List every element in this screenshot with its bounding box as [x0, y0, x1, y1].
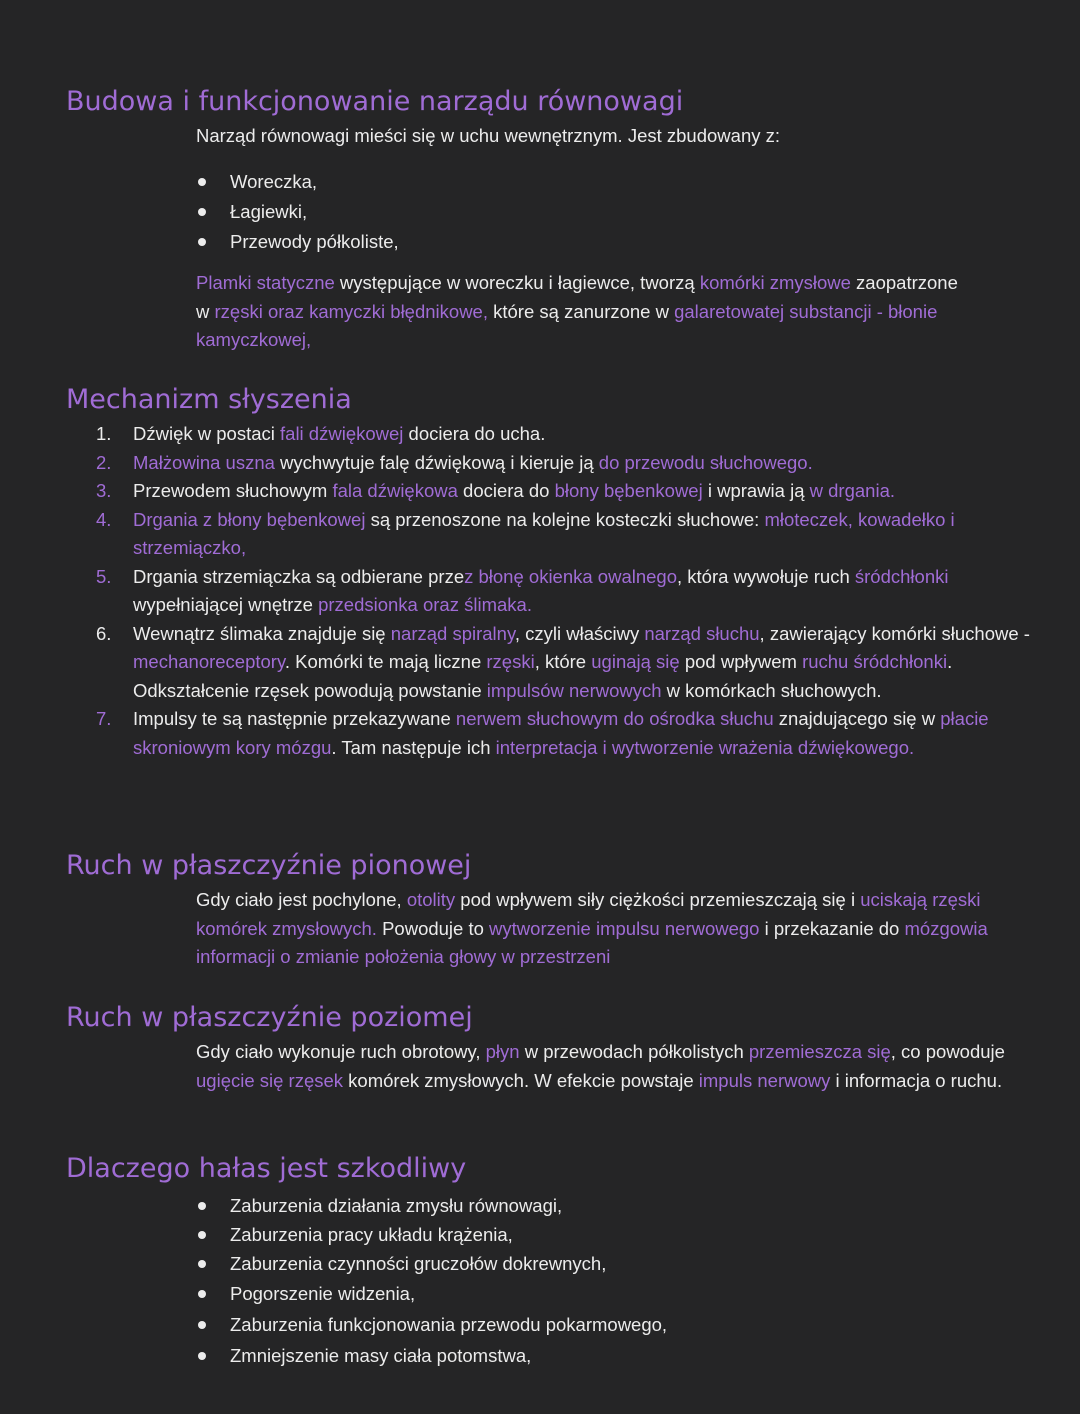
list-item: 3. Przewodem słuchowym fala dźwiękowa dociera do błony bębenkowej i wprawia ją w drgania.	[96, 480, 895, 501]
list-item: Przewody półkoliste,	[196, 227, 399, 257]
list-item: 1. Dźwięk w postaci fali dźwiękowej dociera do ucha.	[96, 423, 546, 444]
noise-effects-list	[196, 1191, 667, 1371]
list-item: 4. Drgania z błony bębenkowej są przenoszone na kolejne kosteczki słuchowe: młoteczek, kowadełko i strzemiączko,	[96, 508, 955, 558]
list-item: Zaburzenia funkcjonowania przewodu pokarmowego,	[196, 1309, 667, 1340]
hearing-steps-list	[96, 420, 1041, 762]
heading-noise-harm: Dlaczego hałas jest szkodliwy	[66, 1153, 467, 1184]
bullet-icon	[198, 238, 206, 246]
balance-intro: Narząd równowagi mieści się w uchu wewnętrznym. Jest zbudowany z:	[196, 125, 781, 146]
list-item: Zaburzenia pracy układu krążenia,	[196, 1220, 667, 1249]
balance-parts-list	[196, 167, 399, 257]
bullet-icon	[198, 1352, 206, 1360]
list-item: Zaburzenia działania zmysłu równowagi,	[196, 1191, 667, 1220]
heading-hearing-mechanism: Mechanizm słyszenia	[66, 384, 352, 415]
bullet-icon	[198, 208, 206, 216]
list-item: Woreczka,	[196, 167, 399, 197]
list-item: Pogorszenie widzenia,	[196, 1279, 667, 1309]
heading-vertical-plane: Ruch w płaszczyźnie pionowej	[66, 850, 472, 881]
balance-description: Plamki statyczne występujące w woreczku i łagiewce, tworzą komórki zmysłowe zaopatrzone w rzęski oraz kamyczki błędnikowe, które są zanurzone w galaretowatej substancji - błonie kamyczkowej,	[196, 272, 958, 350]
bullet-icon	[198, 1260, 206, 1268]
list-item: 6. Wewnątrz ślimaka znajduje się narząd spiralny, czyli właściwy narząd słuchu, zawierający komórki słuchowe - mechanoreceptory. Komórki te mają liczne rzęski, które uginają się pod wpływem ruchu śródchłonki. Odkształcenie rzęsek powodują powstanie impulsów nerwowych w komórkach słuchowych.	[96, 622, 1030, 701]
bullet-icon	[198, 178, 206, 186]
bullet-icon	[198, 1202, 206, 1210]
list-item: Zmniejszenie masy ciała potomstwa,	[196, 1340, 667, 1371]
bullet-icon	[198, 1231, 206, 1239]
horizontal-plane-description: Gdy ciało wykonuje ruch obrotowy, płyn w przewodach półkolistych przemieszcza się, co powoduje ugięcie się rzęsek komórek zmysłowych. W efekcie powstaje impuls nerwowy i informacja o ruchu.	[196, 1041, 1005, 1091]
list-item: Łagiewki,	[196, 197, 399, 227]
heading-balance-organ: Budowa i funkcjonowanie narządu równowagi	[66, 86, 684, 117]
bullet-icon	[198, 1321, 206, 1329]
list-item: Zaburzenia czynności gruczołów dokrewnych,	[196, 1249, 667, 1279]
bullet-icon	[198, 1290, 206, 1298]
list-item: 2. Małżowina uszna wychwytuje falę dźwiękową i kieruje ją do przewodu słuchowego.	[96, 451, 813, 473]
list-item: 7. Impulsy te są następnie przekazywane nerwem słuchowym do ośrodka słuchu znajdującego się w płacie skroniowym kory mózgu. Tam następuje ich interpretacja i wytworzenie wrażenia dźwiękowego.	[96, 708, 989, 758]
list-item: 5. Drgania strzemiączka są odbierane przez błonę okienka owalnego, która wywołuje ruch śródchłonki wypełniającej wnętrze przedsionka oraz ślimaka.	[96, 565, 949, 615]
vertical-plane-description: Gdy ciało jest pochylone, otolity pod wpływem siły ciężkości przemieszczają się i uciskają rzęski komórek zmysłowych. Powoduje to wytworzenie impulsu nerwowego i przekazanie do mózgowia informacji o zmianie położenia głowy w przestrzeni	[196, 889, 988, 967]
heading-horizontal-plane: Ruch w płaszczyźnie poziomej	[66, 1002, 473, 1033]
